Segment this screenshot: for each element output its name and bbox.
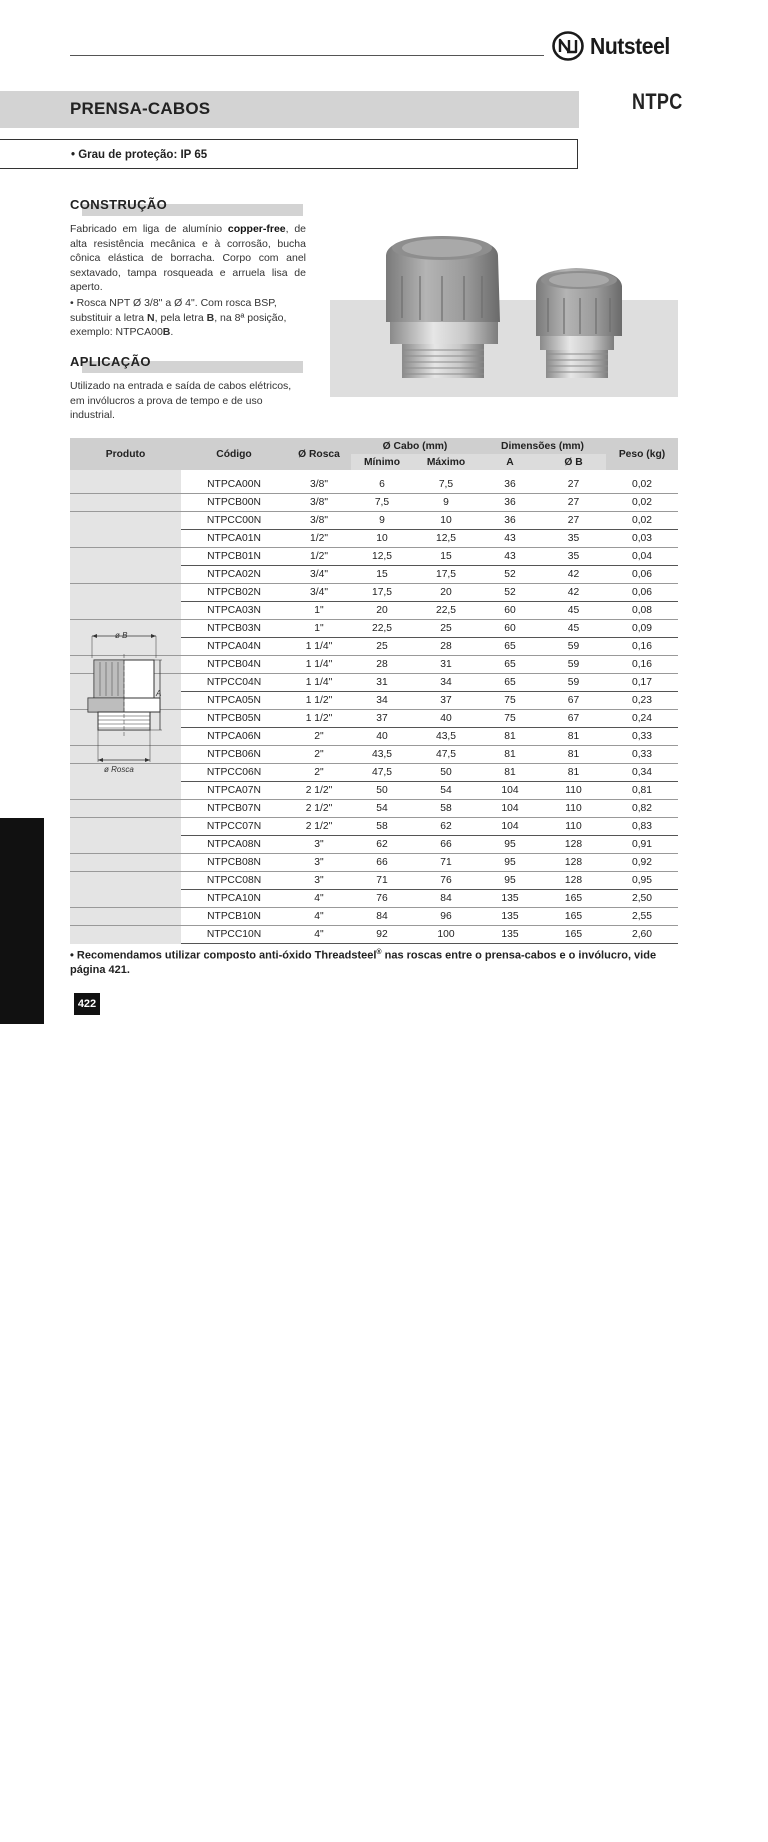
rosca-cell: 4" — [287, 890, 351, 908]
table-row — [70, 476, 678, 494]
dim-a-cell: 43 — [479, 548, 541, 566]
header-b: Ø B — [541, 454, 606, 470]
dim-b-cell: 45 — [541, 620, 606, 638]
table-row — [70, 566, 678, 584]
aplicacao-paragraph: Utilizado na entrada e saída de cabos elétricos, em invólucros a prova de tempo e de uso industrial. — [70, 380, 292, 422]
cabo-max-cell: 15 — [413, 548, 479, 566]
cabo-max-cell: 12,5 — [413, 530, 479, 548]
rosca-cell: 1 1/4" — [287, 656, 351, 674]
table-row — [70, 602, 678, 620]
cabo-min-cell: 40 — [351, 728, 413, 746]
dim-a-cell: 65 — [479, 674, 541, 692]
codigo-cell: NTPCB10N — [181, 908, 287, 926]
peso-cell: 2,60 — [606, 926, 678, 944]
rosca-cell: 3/8" — [287, 494, 351, 512]
produto-cell — [70, 584, 181, 602]
rosca-cell: 2" — [287, 728, 351, 746]
product-code: NTPC — [632, 89, 683, 114]
rosca-cell: 1/2" — [287, 530, 351, 548]
cabo-max-cell: 96 — [413, 908, 479, 926]
dim-b-cell: 128 — [541, 836, 606, 854]
cabo-min-cell: 7,5 — [351, 494, 413, 512]
dim-a-cell: 36 — [479, 512, 541, 530]
cabo-min-cell: 20 — [351, 602, 413, 620]
table-row — [70, 800, 678, 818]
codigo-cell: NTPCB07N — [181, 800, 287, 818]
peso-cell: 0,33 — [606, 746, 678, 764]
codigo-cell: NTPCB04N — [181, 656, 287, 674]
cabo-min-cell: 17,5 — [351, 584, 413, 602]
dim-b-cell: 27 — [541, 494, 606, 512]
cabo-max-cell: 50 — [413, 764, 479, 782]
peso-cell: 2,55 — [606, 908, 678, 926]
cabo-max-cell: 20 — [413, 584, 479, 602]
produto-cell — [70, 890, 181, 908]
cabo-min-cell: 6 — [351, 476, 413, 494]
cabo-max-cell: 9 — [413, 494, 479, 512]
produto-cell — [70, 602, 181, 620]
cabo-max-cell: 62 — [413, 818, 479, 836]
rosca-cell: 2 1/2" — [287, 818, 351, 836]
produto-cell — [70, 926, 181, 944]
codigo-cell: NTPCA10N — [181, 890, 287, 908]
header-dimensoes: Dimensões (mm) — [479, 438, 606, 454]
dim-a-cell: 65 — [479, 638, 541, 656]
dim-a-cell: 75 — [479, 692, 541, 710]
rosca-cell: 1 1/2" — [287, 710, 351, 728]
dim-a-cell: 95 — [479, 836, 541, 854]
codigo-cell: NTPCB03N — [181, 620, 287, 638]
drawing-label-a: A — [156, 689, 162, 698]
brand-name: Nutsteel — [590, 32, 670, 59]
produto-cell — [70, 782, 181, 800]
dim-b-cell: 42 — [541, 584, 606, 602]
rosca-cell: 2" — [287, 764, 351, 782]
dim-a-cell: 52 — [479, 584, 541, 602]
dim-b-cell: 110 — [541, 800, 606, 818]
dim-a-cell: 104 — [479, 800, 541, 818]
protection-text: • Grau de proteção: IP 65 — [71, 149, 208, 161]
cabo-max-cell: 58 — [413, 800, 479, 818]
cabo-min-cell: 10 — [351, 530, 413, 548]
peso-cell: 0,83 — [606, 818, 678, 836]
cabo-min-cell: 58 — [351, 818, 413, 836]
brand-logo — [552, 30, 677, 62]
codigo-cell: NTPCA02N — [181, 566, 287, 584]
rosca-cell: 3/4" — [287, 566, 351, 584]
cabo-max-cell: 76 — [413, 872, 479, 890]
construcao-heading: CONSTRUÇÃO — [70, 197, 168, 212]
dim-b-cell: 67 — [541, 710, 606, 728]
cabo-min-cell: 15 — [351, 566, 413, 584]
cabo-max-cell: 34 — [413, 674, 479, 692]
peso-cell: 0,17 — [606, 674, 678, 692]
cabo-min-cell: 71 — [351, 872, 413, 890]
codigo-cell: NTPCA00N — [181, 476, 287, 494]
table-row — [70, 872, 678, 890]
nutsteel-logo-icon — [552, 31, 584, 61]
peso-cell: 0,23 — [606, 692, 678, 710]
table-row — [70, 548, 678, 566]
codigo-cell: NTPCB06N — [181, 746, 287, 764]
cabo-min-cell: 34 — [351, 692, 413, 710]
codigo-cell: NTPCB01N — [181, 548, 287, 566]
cabo-min-cell: 47,5 — [351, 764, 413, 782]
cabo-max-cell: 17,5 — [413, 566, 479, 584]
peso-cell: 2,50 — [606, 890, 678, 908]
cabo-min-cell: 28 — [351, 656, 413, 674]
codigo-cell: NTPCC07N — [181, 818, 287, 836]
table-row — [70, 512, 678, 530]
page-number: 422 — [74, 993, 100, 1015]
rosca-cell: 2 1/2" — [287, 782, 351, 800]
technical-drawing — [80, 628, 172, 778]
table-row — [70, 890, 678, 908]
cable-gland-photo — [376, 226, 636, 382]
peso-cell: 0,81 — [606, 782, 678, 800]
produto-cell — [70, 800, 181, 818]
codigo-cell: NTPCC06N — [181, 764, 287, 782]
dim-b-cell: 35 — [541, 548, 606, 566]
dim-b-cell: 59 — [541, 656, 606, 674]
cabo-min-cell: 25 — [351, 638, 413, 656]
side-tab — [0, 818, 44, 1842]
dim-b-cell: 110 — [541, 818, 606, 836]
peso-cell: 0,06 — [606, 584, 678, 602]
rosca-cell: 1 1/4" — [287, 674, 351, 692]
rosca-cell: 4" — [287, 908, 351, 926]
dim-a-cell: 135 — [479, 926, 541, 944]
codigo-cell: NTPCA03N — [181, 602, 287, 620]
cabo-max-cell: 43,5 — [413, 728, 479, 746]
peso-cell: 0,09 — [606, 620, 678, 638]
cabo-min-cell: 76 — [351, 890, 413, 908]
cabo-max-cell: 54 — [413, 782, 479, 800]
cabo-max-cell: 25 — [413, 620, 479, 638]
construcao-paragraph: Fabricado em liga de alumínio copper-free, de alta resistência mecânica e à corrosão, bucha cônica elástica de borracha. Corpo com anel sextavado, tampa rosqueada e arruela lisa de aperto. — [70, 223, 306, 294]
dim-a-cell: 36 — [479, 476, 541, 494]
dim-a-cell: 60 — [479, 620, 541, 638]
table-row — [70, 908, 678, 926]
header-maximo: Máximo — [413, 454, 479, 470]
dim-a-cell: 81 — [479, 728, 541, 746]
dim-a-cell: 135 — [479, 890, 541, 908]
dim-a-cell: 52 — [479, 566, 541, 584]
dim-b-cell: 128 — [541, 854, 606, 872]
dim-a-cell: 135 — [479, 908, 541, 926]
dim-b-cell: 165 — [541, 890, 606, 908]
peso-cell: 0,08 — [606, 602, 678, 620]
cabo-max-cell: 71 — [413, 854, 479, 872]
peso-cell: 0,04 — [606, 548, 678, 566]
codigo-cell: NTPCB00N — [181, 494, 287, 512]
rosca-cell: 3" — [287, 872, 351, 890]
header-minimo: Mínimo — [351, 454, 413, 470]
produto-cell — [70, 512, 181, 530]
produto-cell — [70, 530, 181, 548]
dim-b-cell: 128 — [541, 872, 606, 890]
codigo-cell: NTPCA01N — [181, 530, 287, 548]
dim-b-cell: 165 — [541, 908, 606, 926]
table-row — [70, 782, 678, 800]
peso-cell: 0,02 — [606, 476, 678, 494]
dim-b-cell: 59 — [541, 638, 606, 656]
codigo-cell: NTPCC10N — [181, 926, 287, 944]
dim-b-cell: 27 — [541, 476, 606, 494]
drawing-label-rosca: ø Rosca — [104, 765, 134, 774]
cabo-max-cell: 84 — [413, 890, 479, 908]
dim-a-cell: 104 — [479, 818, 541, 836]
cabo-max-cell: 40 — [413, 710, 479, 728]
side-tab-label: CONEXÕES E ACESSÓRIOS — [13, 1632, 30, 1842]
cabo-min-cell: 31 — [351, 674, 413, 692]
produto-cell — [70, 548, 181, 566]
dim-b-cell: 81 — [541, 746, 606, 764]
rosca-cell: 2" — [287, 746, 351, 764]
dim-b-cell: 81 — [541, 728, 606, 746]
peso-cell: 0,91 — [606, 836, 678, 854]
header-codigo: Código — [181, 438, 287, 470]
codigo-cell: NTPCC00N — [181, 512, 287, 530]
table-row — [70, 494, 678, 512]
codigo-cell: NTPCB08N — [181, 854, 287, 872]
cabo-max-cell: 47,5 — [413, 746, 479, 764]
dim-a-cell: 43 — [479, 530, 541, 548]
produto-cell — [70, 566, 181, 584]
dim-b-cell: 59 — [541, 674, 606, 692]
cabo-max-cell: 22,5 — [413, 602, 479, 620]
rosca-cell: 1 1/4" — [287, 638, 351, 656]
peso-cell: 0,34 — [606, 764, 678, 782]
cabo-max-cell: 31 — [413, 656, 479, 674]
cabo-min-cell: 84 — [351, 908, 413, 926]
dim-b-cell: 45 — [541, 602, 606, 620]
rosca-cell: 1" — [287, 620, 351, 638]
aplicacao-heading: APLICAÇÃO — [70, 354, 151, 369]
dim-b-cell: 35 — [541, 530, 606, 548]
cabo-min-cell: 12,5 — [351, 548, 413, 566]
header-rosca: Ø Rosca — [287, 438, 351, 470]
cabo-min-cell: 66 — [351, 854, 413, 872]
rosca-cell: 4" — [287, 926, 351, 944]
rosca-cell: 1" — [287, 602, 351, 620]
table-row — [70, 584, 678, 602]
dim-a-cell: 104 — [479, 782, 541, 800]
peso-cell: 0,02 — [606, 512, 678, 530]
cabo-min-cell: 43,5 — [351, 746, 413, 764]
dim-b-cell: 42 — [541, 566, 606, 584]
cabo-max-cell: 10 — [413, 512, 479, 530]
rosca-cell: 3" — [287, 836, 351, 854]
dim-a-cell: 95 — [479, 872, 541, 890]
dim-a-cell: 95 — [479, 854, 541, 872]
dim-b-cell: 67 — [541, 692, 606, 710]
drawing-label-b: ø B — [115, 631, 128, 640]
cabo-max-cell: 66 — [413, 836, 479, 854]
dim-b-cell: 81 — [541, 764, 606, 782]
header-peso: Peso (kg) — [606, 438, 678, 470]
rosca-cell: 2 1/2" — [287, 800, 351, 818]
produto-cell — [70, 872, 181, 890]
peso-cell: 0,16 — [606, 656, 678, 674]
codigo-cell: NTPCC04N — [181, 674, 287, 692]
cabo-max-cell: 28 — [413, 638, 479, 656]
table-row — [70, 836, 678, 854]
dim-a-cell: 60 — [479, 602, 541, 620]
cabo-max-cell: 7,5 — [413, 476, 479, 494]
dim-a-cell: 75 — [479, 710, 541, 728]
codigo-cell: NTPCC08N — [181, 872, 287, 890]
peso-cell: 0,33 — [606, 728, 678, 746]
table-row — [70, 926, 678, 944]
header-a: A — [479, 454, 541, 470]
peso-cell: 0,03 — [606, 530, 678, 548]
peso-cell: 0,06 — [606, 566, 678, 584]
rosca-cell: 1 1/2" — [287, 692, 351, 710]
codigo-cell: NTPCA08N — [181, 836, 287, 854]
produto-cell — [70, 494, 181, 512]
peso-cell: 0,02 — [606, 494, 678, 512]
rosca-cell: 3/8" — [287, 476, 351, 494]
codigo-cell: NTPCA04N — [181, 638, 287, 656]
cabo-min-cell: 9 — [351, 512, 413, 530]
cabo-max-cell: 37 — [413, 692, 479, 710]
rosca-cell: 3/4" — [287, 584, 351, 602]
table-row — [70, 530, 678, 548]
produto-cell — [70, 818, 181, 836]
cabo-min-cell: 22,5 — [351, 620, 413, 638]
dim-a-cell: 65 — [479, 656, 541, 674]
codigo-cell: NTPCB05N — [181, 710, 287, 728]
cabo-min-cell: 62 — [351, 836, 413, 854]
dim-a-cell: 36 — [479, 494, 541, 512]
rosca-cell: 3" — [287, 854, 351, 872]
peso-cell: 0,24 — [606, 710, 678, 728]
cabo-max-cell: 100 — [413, 926, 479, 944]
peso-cell: 0,82 — [606, 800, 678, 818]
codigo-cell: NTPCA07N — [181, 782, 287, 800]
rosca-cell: 3/8" — [287, 512, 351, 530]
peso-cell: 0,95 — [606, 872, 678, 890]
peso-cell: 0,16 — [606, 638, 678, 656]
dim-a-cell: 81 — [479, 764, 541, 782]
header-cabo: Ø Cabo (mm) — [351, 438, 479, 454]
table-row — [70, 818, 678, 836]
codigo-cell: NTPCA05N — [181, 692, 287, 710]
produto-cell — [70, 854, 181, 872]
construcao-bullet: • Rosca NPT Ø 3/8" a Ø 4". Com rosca BSP, substituir a letra N, pela letra B, na 8ª posição, exemplo: NTPCA00B. — [70, 297, 287, 339]
produto-cell — [70, 908, 181, 926]
header-rule — [70, 55, 544, 56]
cabo-min-cell: 54 — [351, 800, 413, 818]
codigo-cell: NTPCA06N — [181, 728, 287, 746]
footnote: • Recomendamos utilizar composto anti-óxido Threadsteel® nas roscas entre o prensa-cabos e o invólucro, vide página 421. — [70, 949, 657, 976]
cabo-min-cell: 37 — [351, 710, 413, 728]
page-title: PRENSA-CABOS — [70, 99, 211, 118]
dim-a-cell: 81 — [479, 746, 541, 764]
codigo-cell: NTPCB02N — [181, 584, 287, 602]
table-row — [70, 854, 678, 872]
dim-b-cell: 165 — [541, 926, 606, 944]
cabo-min-cell: 50 — [351, 782, 413, 800]
peso-cell: 0,92 — [606, 854, 678, 872]
rosca-cell: 1/2" — [287, 548, 351, 566]
header-produto: Produto — [70, 438, 181, 470]
cabo-min-cell: 92 — [351, 926, 413, 944]
dim-b-cell: 110 — [541, 782, 606, 800]
produto-cell — [70, 476, 181, 494]
produto-cell — [70, 836, 181, 854]
dim-b-cell: 27 — [541, 512, 606, 530]
